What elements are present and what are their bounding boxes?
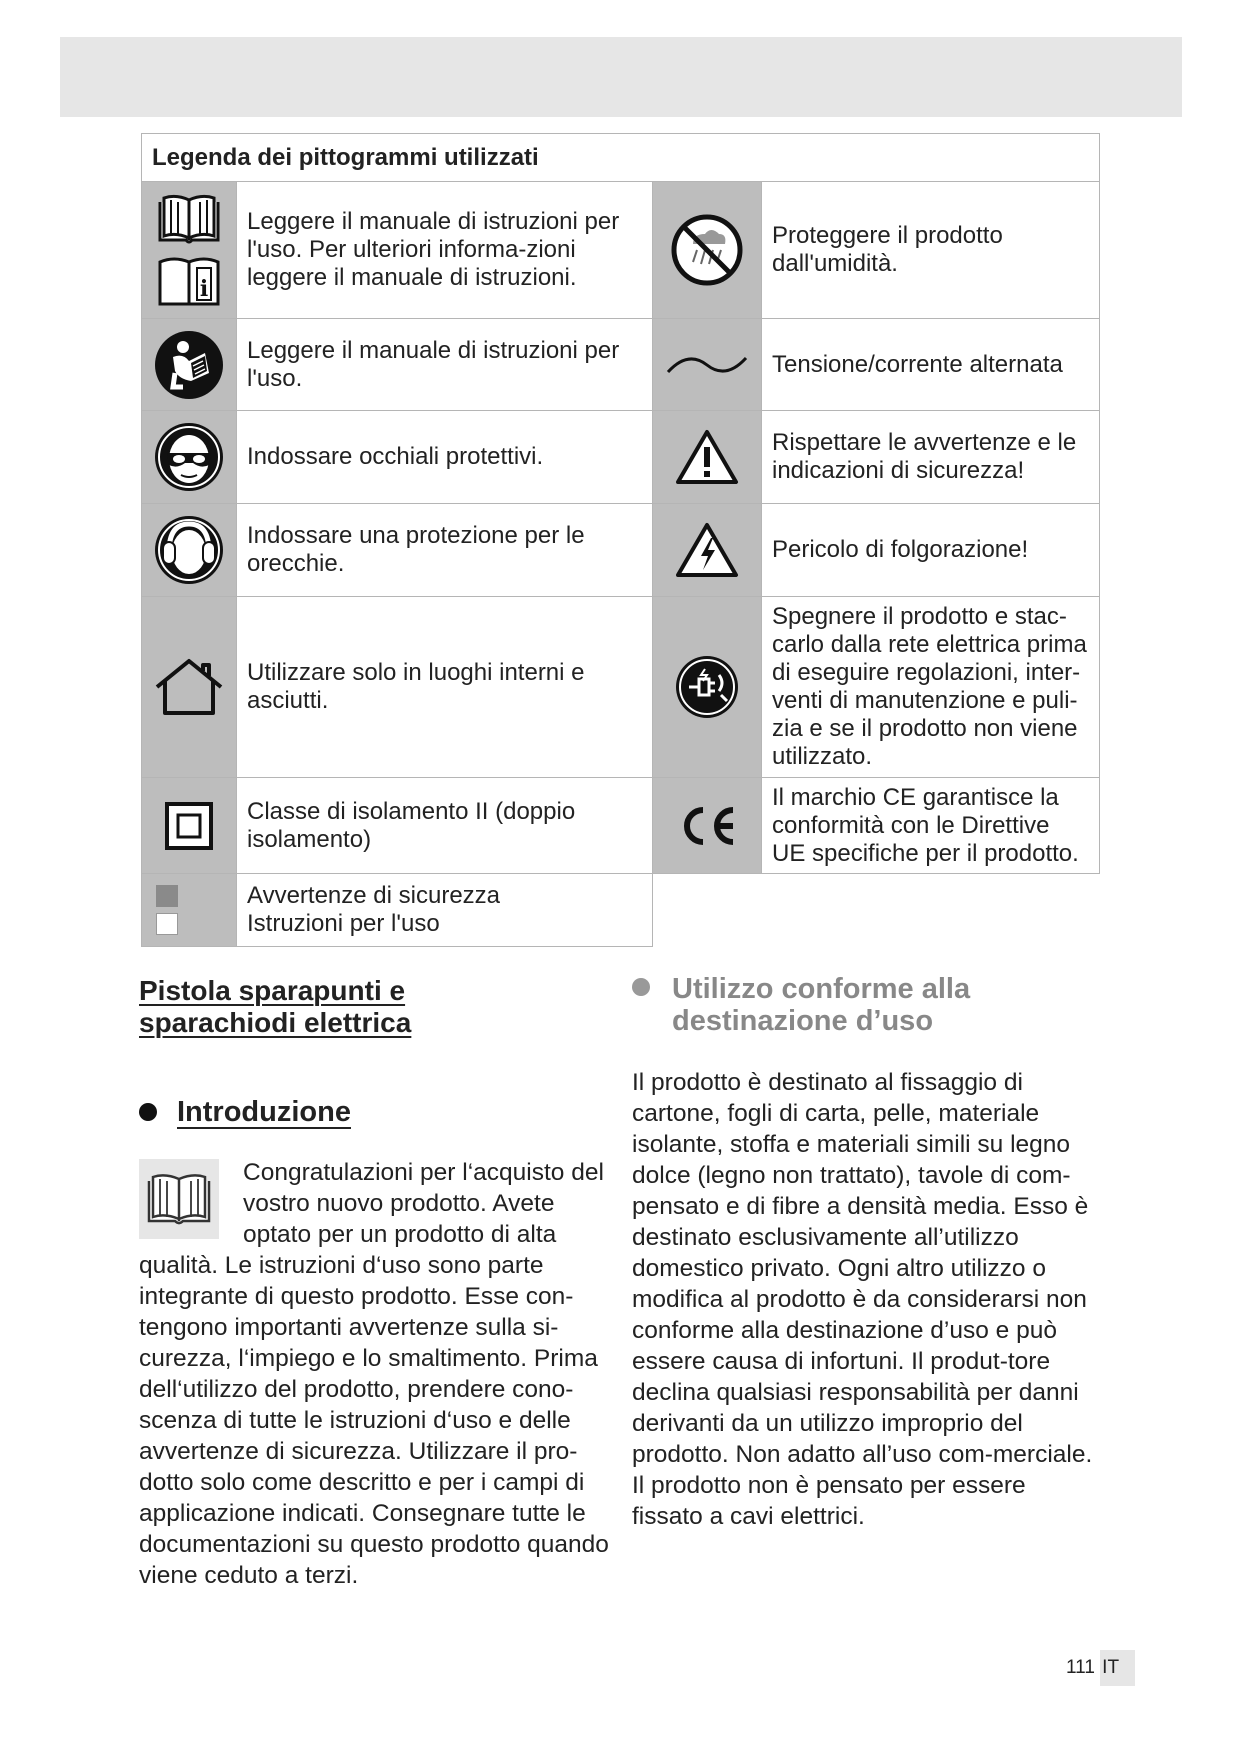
legend-text-manual-info: Leggere il manuale di istruzioni per l'uso. Per ulteriori informa-zioni leggere il manuale di istruzioni.	[237, 182, 653, 319]
legend-text-ear-protection: Indossare una protezione per le orecchie.	[237, 504, 653, 597]
alternating-current-icon	[664, 350, 750, 380]
header-bar	[60, 37, 1182, 117]
page-number: 111 IT	[1066, 1650, 1146, 1686]
read-manual-icon	[153, 329, 225, 401]
bullet-icon	[139, 1103, 157, 1121]
moisture-icon-cell	[653, 182, 762, 319]
grey-square-icon	[156, 885, 178, 907]
unplug-icon-cell	[653, 597, 762, 778]
intended-use-text: Il prodotto è destinato al fissaggio di cartone, fogli di carta, pelle, materiale isolante, stoffa e materiali simili su legno dolce (legno non trattato), tavole di com-pensato e di fibre a densità media. Esso è destinato esclusivamente all’utilizzo domestico privato. Ogni altro utilizzo o modifica al prodotto è da considerarsi non conforme alla destinazione d’uso e può essere causa di infortuni. Il produt-tore declina qualsiasi responsabilità per danni derivanti da un utilizzo improprio del prodotto. Non adatto all’uso com-merciale. Il prodotto non è pensato per essere fissato a cavi elettrici.	[632, 1069, 1093, 1530]
manual-icon	[139, 1159, 219, 1239]
legend-text-unplug: Spegnere il prodotto e stac-carlo dalla rete elettrica prima di eseguire regolazioni, inter-venti di manutenzione e puli-zia e se il prodotto non viene utilizzato.	[762, 597, 1100, 778]
bullet-icon	[632, 978, 650, 996]
read-manual-icon-cell	[142, 319, 237, 411]
electric-hazard-icon-cell	[653, 504, 762, 597]
introduction-heading: Introduzione	[139, 1095, 609, 1129]
legend-text-warning: Rispettare le avvertenze e le indicazioni di sicurezza!	[762, 411, 1100, 504]
language-code: IT	[1100, 1650, 1135, 1686]
legend-text-indoor: Utilizzare solo in luoghi interni e asciutti.	[237, 597, 653, 778]
legend-text-ce-mark: Il marchio CE garantisce la conformità con le Direttive UE specifiche per il prodotto.	[762, 778, 1100, 874]
house-icon	[153, 657, 225, 717]
legend-text-goggles: Indossare occhiali protettivi.	[237, 411, 653, 504]
unplug-icon	[675, 655, 739, 719]
legend-text-electric-hazard: Pericolo di folgorazione!	[762, 504, 1100, 597]
indoor-icon-cell	[142, 597, 237, 778]
ce-mark-icon	[675, 804, 739, 848]
manual-icons-cell	[142, 182, 237, 319]
goggles-icon-cell	[142, 411, 237, 504]
white-square-icon	[156, 913, 178, 935]
legend-text-markers	[237, 874, 653, 947]
pictogram-legend-table	[141, 133, 1100, 947]
open-book-icon	[156, 192, 222, 246]
insulation-icon-cell	[142, 778, 237, 874]
ce-mark-icon-cell	[653, 778, 762, 874]
ear-protection-icon	[153, 514, 225, 586]
ear-protection-icon-cell	[142, 504, 237, 597]
intended-use-heading: Utilizzo conforme alla destinazione d’uso	[632, 973, 1098, 1037]
right-column	[632, 973, 1098, 1532]
warning-icon-cell	[653, 411, 762, 504]
introduction-text: Congratulazioni per l‘acquisto del vostro nuovo prodotto. Avete optato per un prodotto di alta qualità. Le istruzioni d‘uso sono parte integrante di questo prodotto. Esse con-tengono importanti avvertenze sulla si-curezza, l‘impiego e lo smaltimento. Prima dell‘utilizzo del prodotto, prendere cono-scenza di tutte le istruzioni d‘uso e delle avvertenze di sicurezza. Utilizzare il pro-dotto solo come descritto e per i campi di applicazione indicati. Consegnare tutte le documentazioni su questo prodotto quando viene ceduto a terzi.	[139, 1159, 609, 1589]
legend-text-insulation: Classe di isolamento II (doppio isolamento)	[237, 778, 653, 874]
legend-text-read-manual: Leggere il manuale di istruzioni per l'uso.	[237, 319, 653, 411]
legend-text-ac: Tensione/corrente alternata	[762, 319, 1100, 411]
product-title: Pistola sparapunti e sparachiodi elettrica	[139, 975, 412, 1038]
markers-icon-cell	[142, 874, 237, 947]
instructions-label: Istruzioni per l'uso	[247, 910, 440, 937]
warning-triangle-icon	[675, 429, 739, 485]
safety-goggles-icon	[153, 421, 225, 493]
legend-text-moisture: Proteggere il prodotto dall'umidità.	[762, 182, 1100, 319]
info-book-icon	[156, 254, 222, 308]
electric-shock-icon	[675, 522, 739, 578]
left-column	[139, 975, 609, 1591]
legend-title: Legenda dei pittogrammi utilizzati	[142, 134, 1100, 182]
svg-text:i: i	[199, 276, 209, 302]
ac-icon-cell	[653, 319, 762, 411]
safety-warnings-label: Avvertenze di sicurezza	[247, 882, 501, 909]
double-insulation-icon	[164, 801, 214, 851]
no-rain-icon	[671, 214, 743, 286]
